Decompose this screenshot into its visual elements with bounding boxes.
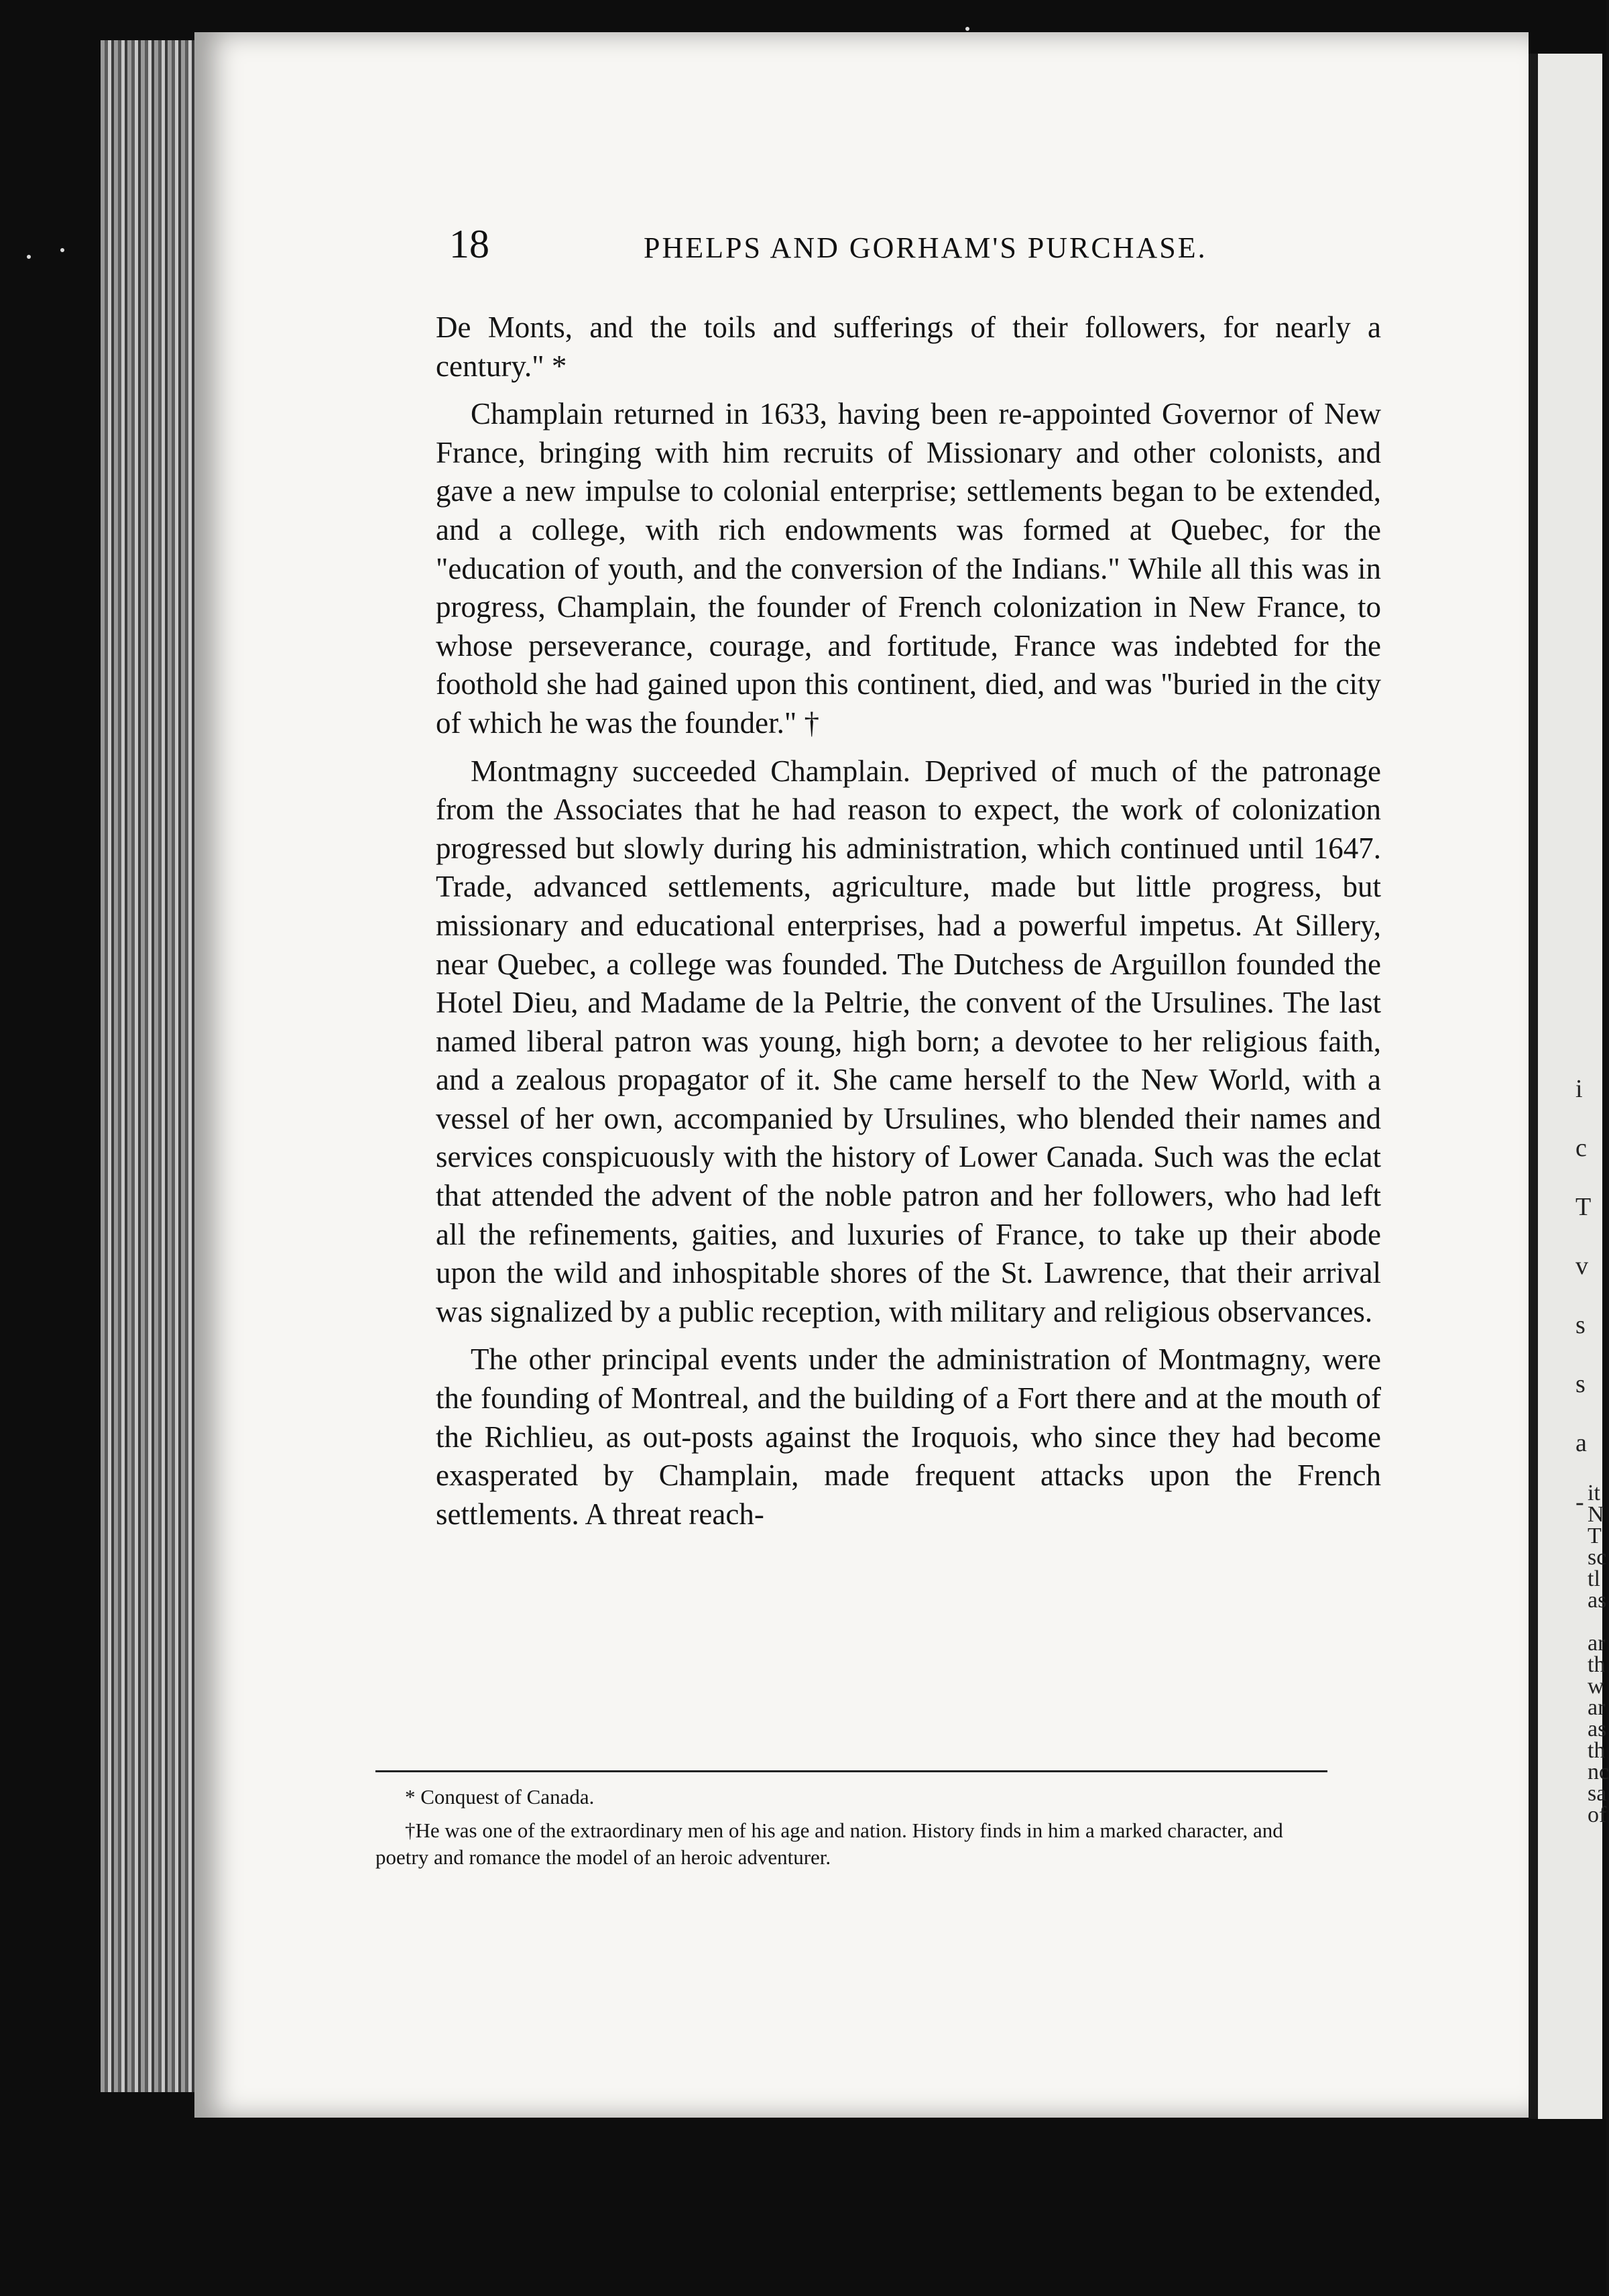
fragment: - — [1575, 1488, 1584, 1516]
facing-page-fragments-lower — [1588, 1482, 1608, 1825]
paragraph: Montmagny succeeded Champlain. Deprived of much of the patronage from the Associates that he had reason to expect, the work of colonization progressed but slowly during his administration, which continued until 1647. Trade, advanced settlements, agriculture, made but little progress, but missionary and educational enterprises, had a powerful impetus. At Sillery, near Quebec, a college was founded. The Dutchess de Arguillon founded the Hotel Dieu, and Madame de la Peltrie, the convent of the Ursulines. The last named liberal patron was young, high born; a devotee to her religious faith, and a zealous propagator of it. She came herself to the New World, with a vessel of her own, accompanied by Ursulines, who blended their names and services conspicuously with the history of Lower Canada. Such was the eclat that attended the advent of the noble patron and her followers, who had left all the refinements, gaities, and luxuries of France, to take up their abode upon the wild and inhospitable shores of the St. Lawrence, that their arrival was signalized by a public reception, with military and religious observances. — [436, 754, 1381, 1328]
fragment: as — [1588, 1588, 1607, 1613]
scan-speck — [965, 27, 969, 31]
fragment: i — [1575, 1075, 1583, 1103]
fragment: ar — [1588, 1695, 1606, 1720]
facing-page-fragments-upper — [1575, 1059, 1606, 1532]
fragment: T — [1575, 1193, 1592, 1221]
footnote: * Conquest of Canada. — [405, 1785, 595, 1809]
footnotes — [375, 1784, 1327, 1878]
fragment: as — [1588, 1717, 1607, 1741]
fragment: s — [1575, 1370, 1586, 1398]
scan-speck — [27, 255, 31, 259]
fragment: tl — [1588, 1566, 1600, 1591]
fragment: nc — [1588, 1760, 1609, 1784]
fragment: c — [1575, 1134, 1587, 1162]
scan-speck — [60, 248, 64, 252]
paragraph: Champlain returned in 1633, having been re-appointed Governor of New France, bringing with him recruits of Missionary and other colonists, and gave a new impulse to colonial enterprise; settlements began to be extended, and a college, with rich endowments was formed at Quebec, for the "education of youth, and the conversion of the Indians." While all this was in progress, Champlain, the founder of French colonization in New France, to whose perseverance, courage, and fortitude, France was indebted for the foothold she had gained upon this continent, died, and was "buried in the city of which he was the founder." † — [436, 397, 1381, 740]
footnote: †He was one of the extraordinary men of his age and nation. History finds in him a marked character, and poetry and romance the model of an heroic adventurer. — [375, 1819, 1283, 1869]
fragment — [1588, 1611, 1608, 1632]
paragraph: De Monts, and the toils and sufferings of their followers, for nearly a century." * — [436, 310, 1381, 383]
fragment: v — [1575, 1252, 1588, 1280]
footnote-divider — [375, 1770, 1327, 1772]
body-text — [436, 308, 1381, 1543]
fragment: it — [1588, 1481, 1600, 1505]
fragment: sa — [1588, 1781, 1607, 1806]
fragment: s — [1575, 1311, 1586, 1339]
fragment: th — [1588, 1652, 1606, 1677]
fragment: T — [1588, 1524, 1602, 1548]
fragment: sc — [1588, 1545, 1607, 1570]
fragment: ar — [1588, 1631, 1606, 1656]
running-head — [449, 221, 1415, 282]
fragment: of — [1588, 1802, 1607, 1827]
fragment: a — [1575, 1429, 1587, 1457]
fragment: th — [1588, 1738, 1606, 1763]
page-number: 18 — [449, 222, 489, 266]
fragment: N — [1588, 1502, 1604, 1527]
paragraph: The other principal events under the administration of Montmagny, were the founding of Montreal, and the building of a Fort there and at the mouth of the Richlieu, as out-posts against the Iroquois, who since they had become exasperated by Champlain, made frequent attacks upon the French settlements. A threat reach- — [436, 1342, 1381, 1531]
fragment: w — [1588, 1674, 1604, 1699]
page-title: PHELPS AND GORHAM'S PURCHASE. — [644, 231, 1207, 264]
